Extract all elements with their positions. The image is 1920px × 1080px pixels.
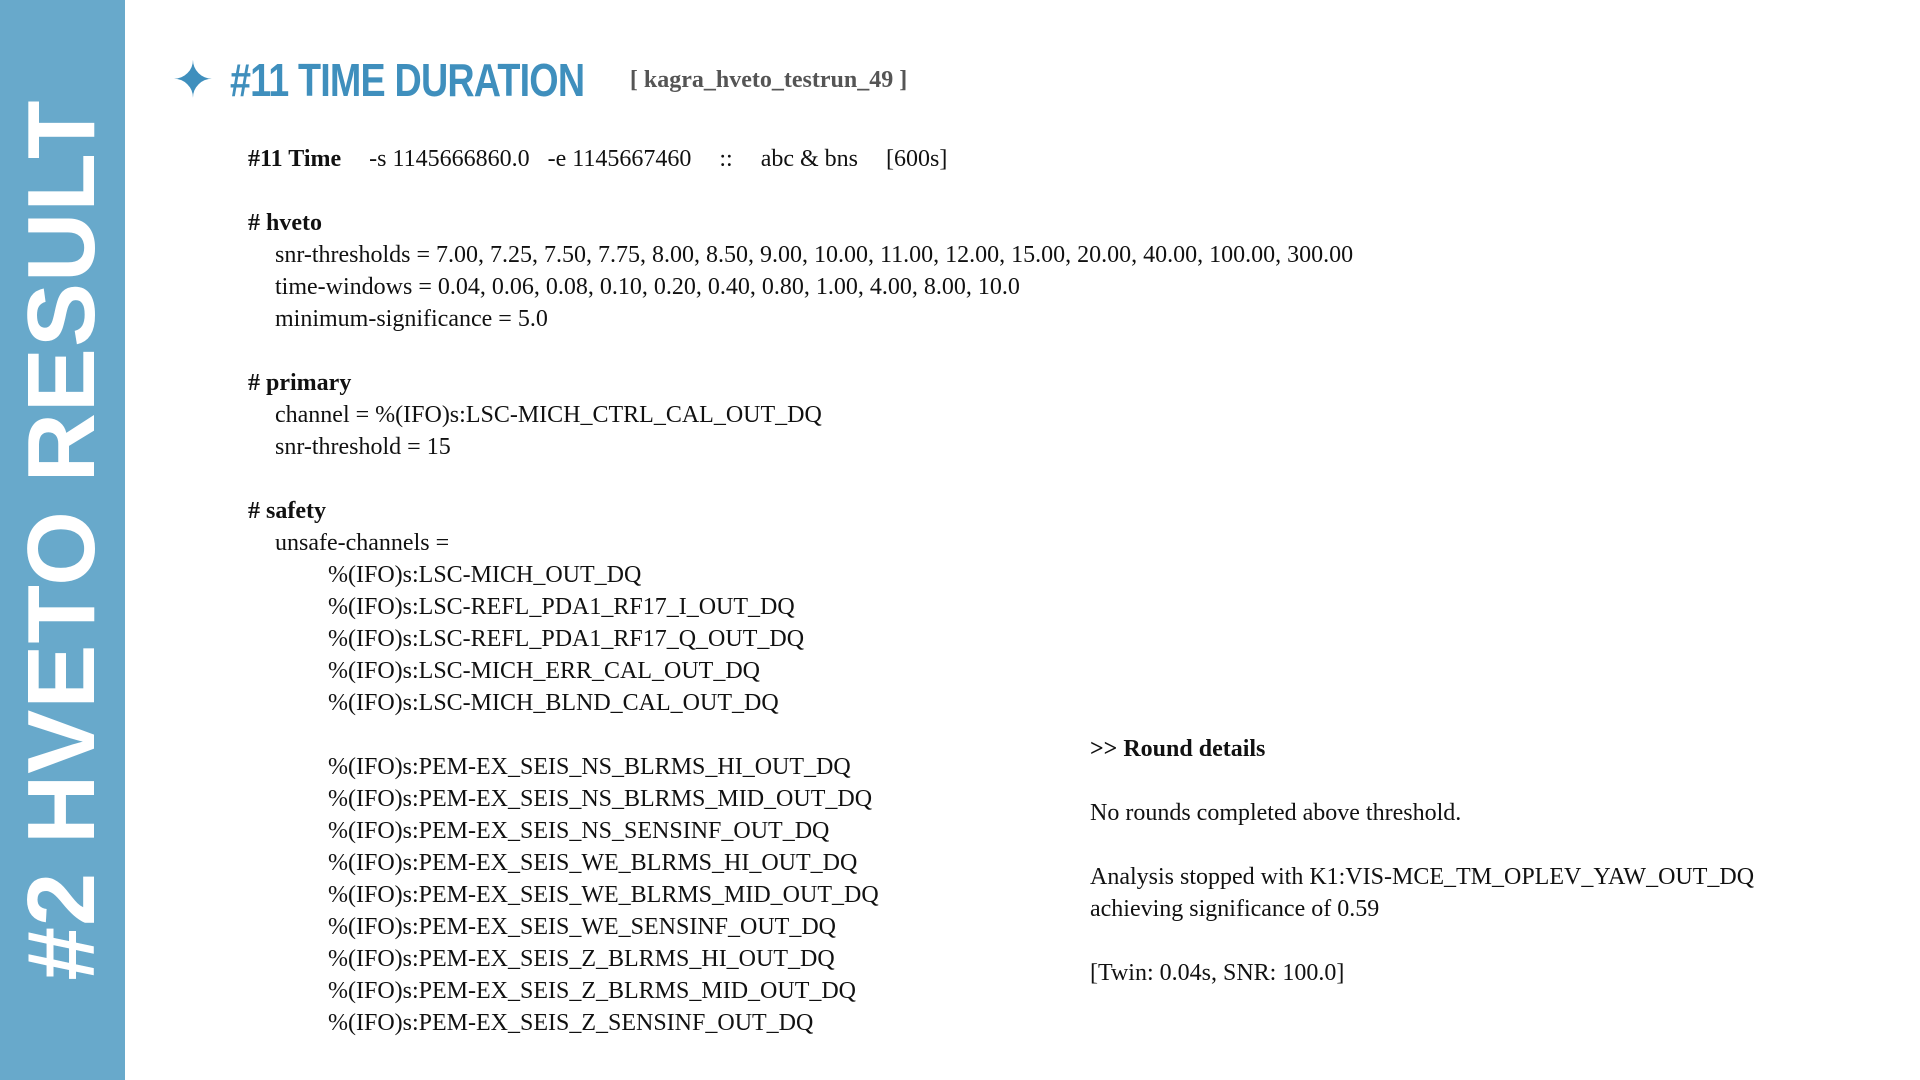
snr-thresholds: snr-thresholds = 7.00, 7.25, 7.50, 7.75, 8.00, 8.50, 9.00, 10.00, 11.00, 12.00, 15.00, 20.00, 40.00, 100.00, 300.00 [275,242,1354,268]
unsafe-channel: %(IFO)s:LSC-REFL_PDA1_RF17_Q_OUT_DQ [328,626,805,652]
primary-snr-threshold: snr-threshold = 15 [275,434,451,460]
round-details-heading: >> Round details [1090,736,1266,762]
unsafe-channel: %(IFO)s:PEM-EX_SEIS_WE_SENSINF_OUT_DQ [328,914,836,940]
unsafe-channels-label: unsafe-channels = [275,530,450,556]
primary-heading: # primary [248,370,352,396]
unsafe-channel: %(IFO)s:LSC-REFL_PDA1_RF17_I_OUT_DQ [328,594,795,620]
time-line [248,143,1353,175]
unsafe-channel: %(IFO)s:PEM-EX_SEIS_WE_BLRMS_MID_OUT_DQ [328,882,879,908]
unsafe-channel: %(IFO)s:PEM-EX_SEIS_Z_BLRMS_HI_OUT_DQ [328,946,835,972]
unsafe-channel: %(IFO)s:LSC-MICH_ERR_CAL_OUT_DQ [328,658,760,684]
sidebar [0,0,125,1080]
time-duration: [600s] [886,146,948,172]
analysis-stopped: Analysis stopped with K1:VIS-MCE_TM_OPLEV_YAW_OUT_DQ [1090,864,1755,890]
primary-channel: channel = %(IFO)s:LSC-MICH_CTRL_CAL_OUT_DQ [275,402,822,428]
sidebar-title: #2 HVETO RESULT [8,99,115,981]
star-icon: ✦ [172,51,214,109]
unsafe-channel: %(IFO)s:PEM-EX_SEIS_NS_SENSINF_OUT_DQ [328,818,830,844]
unsafe-channel: %(IFO)s:PEM-EX_SEIS_NS_BLRMS_MID_OUT_DQ [328,786,873,812]
unsafe-channel: %(IFO)s:PEM-EX_SEIS_NS_BLRMS_HI_OUT_DQ [328,754,851,780]
unsafe-channel: %(IFO)s:PEM-EX_SEIS_Z_SENSINF_OUT_DQ [328,1010,814,1036]
safety-heading: # safety [248,498,326,524]
run-tag: [ kagra_hveto_testrun_49 ] [629,66,908,93]
time-detectors: abc & bns [760,146,859,172]
round-details [1090,733,1754,989]
time-start: -s 1145666860.0 [369,146,530,172]
unsafe-channel: %(IFO)s:LSC-MICH_OUT_DQ [328,562,642,588]
time-separator: :: [719,146,733,172]
round-status: No rounds completed above threshold. [1090,800,1462,826]
hveto-heading: # hveto [248,210,322,236]
time-windows: time-windows = 0.04, 0.06, 0.08, 0.10, 0.20, 0.40, 0.80, 1.00, 4.00, 8.00, 10.0 [275,274,1020,300]
header [172,50,907,110]
unsafe-channel: %(IFO)s:PEM-EX_SEIS_WE_BLRMS_HI_OUT_DQ [328,850,858,876]
page-title: #11 TIME DURATION [229,54,585,106]
unsafe-channel: %(IFO)s:PEM-EX_SEIS_Z_BLRMS_MID_OUT_DQ [328,978,857,1004]
time-label: #11 Time [248,146,342,172]
time-end: -e 1145667460 [547,146,692,172]
minimum-significance: minimum-significance = 5.0 [275,306,548,332]
significance-line: achieving significance of 0.59 [1090,896,1380,922]
twin-snr: [Twin: 0.04s, SNR: 100.0] [1090,960,1345,986]
unsafe-channel: %(IFO)s:LSC-MICH_BLND_CAL_OUT_DQ [328,690,779,716]
